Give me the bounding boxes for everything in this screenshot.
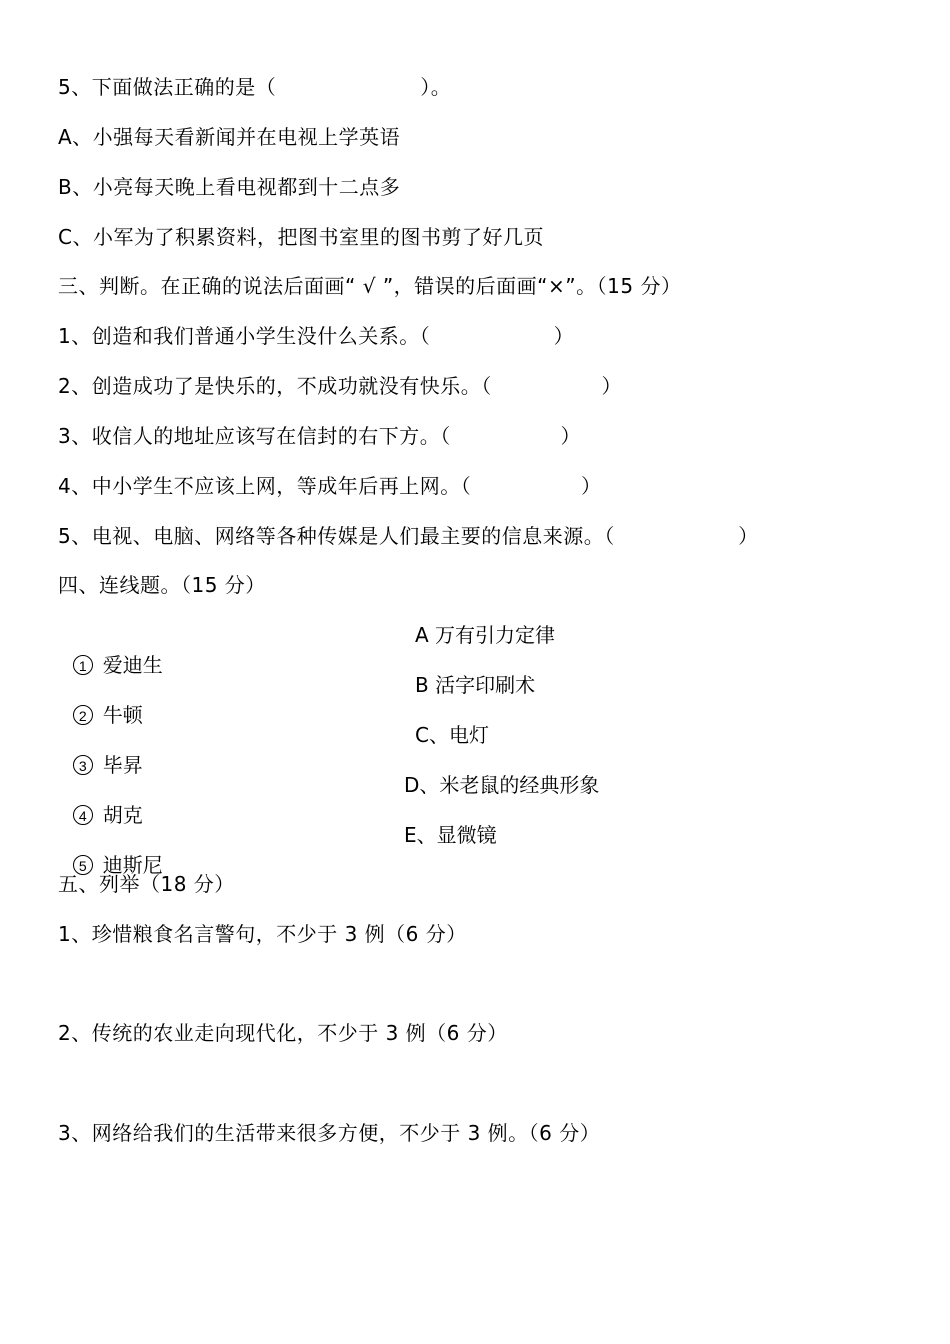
match-right-item-b: B 活字印刷术 xyxy=(415,673,536,697)
judgement-item-1: 1、创造和我们普通小学生没什么关系。（ ） xyxy=(58,324,575,348)
judgement-item-4: 4、中小学生不应该上网，等成年后再上网。（ ） xyxy=(58,474,602,498)
question-5-option-b: B、小亮每天晚上看电视都到十二点多 xyxy=(58,175,401,199)
match-right-item-a: A 万有引力定律 xyxy=(415,623,556,647)
match-left-text: 迪斯尼 xyxy=(102,853,163,877)
match-right-item-c: C、电灯 xyxy=(415,723,489,747)
section-4-heading: 四、连线题。（15 分） xyxy=(58,573,266,597)
question-5-option-a: A、小强每天看新闻并在电视上学英语 xyxy=(58,125,401,149)
listing-item-1: 1、珍惜粮食名言警句，不少于 3 例（6 分） xyxy=(58,922,467,946)
match-left-item-4 xyxy=(60,770,143,827)
section-5-heading: 五、列举（18 分） xyxy=(58,872,235,896)
question-5-stem: 5、下面做法正确的是（ ）。 xyxy=(58,75,452,99)
circled-number-1: 1 xyxy=(73,655,93,675)
match-left-item-1 xyxy=(60,620,163,677)
match-right-item-d: D、米老鼠的经典形象 xyxy=(404,773,600,797)
circled-number-3: 3 xyxy=(73,755,93,775)
question-5-option-c: C、小军为了积累资料，把图书室里的图书剪了好几页 xyxy=(58,225,544,249)
judgement-item-3: 3、收信人的地址应该写在信封的右下方。（ ） xyxy=(58,424,581,448)
circled-number-5: 5 xyxy=(73,855,93,875)
match-left-item-2 xyxy=(60,670,143,727)
circled-number-4: 4 xyxy=(73,805,93,825)
match-left-text: 牛顿 xyxy=(102,703,143,727)
listing-item-3: 3、网络给我们的生活带来很多方便，不少于 3 例。（6 分） xyxy=(58,1121,601,1145)
match-left-item-5 xyxy=(60,820,163,877)
judgement-item-5: 5、电视、电脑、网络等各种传媒是人们最主要的信息来源。（ ） xyxy=(58,524,759,548)
judgement-item-2: 2、创造成功了是快乐的，不成功就没有快乐。（ ） xyxy=(58,374,622,398)
listing-item-2: 2、传统的农业走向现代化，不少于 3 例（6 分） xyxy=(58,1021,508,1045)
match-left-text: 毕昇 xyxy=(102,753,143,777)
match-left-text: 胡克 xyxy=(102,803,143,827)
circled-number-2: 2 xyxy=(73,705,93,725)
match-left-text: 爱迪生 xyxy=(102,653,163,677)
match-left-item-3 xyxy=(60,720,143,777)
match-right-item-e: E、显微镜 xyxy=(404,823,497,847)
section-3-heading: 三、判断。在正确的说法后面画“ √ ”，错误的后面画“×”。（15 分） xyxy=(58,274,682,298)
